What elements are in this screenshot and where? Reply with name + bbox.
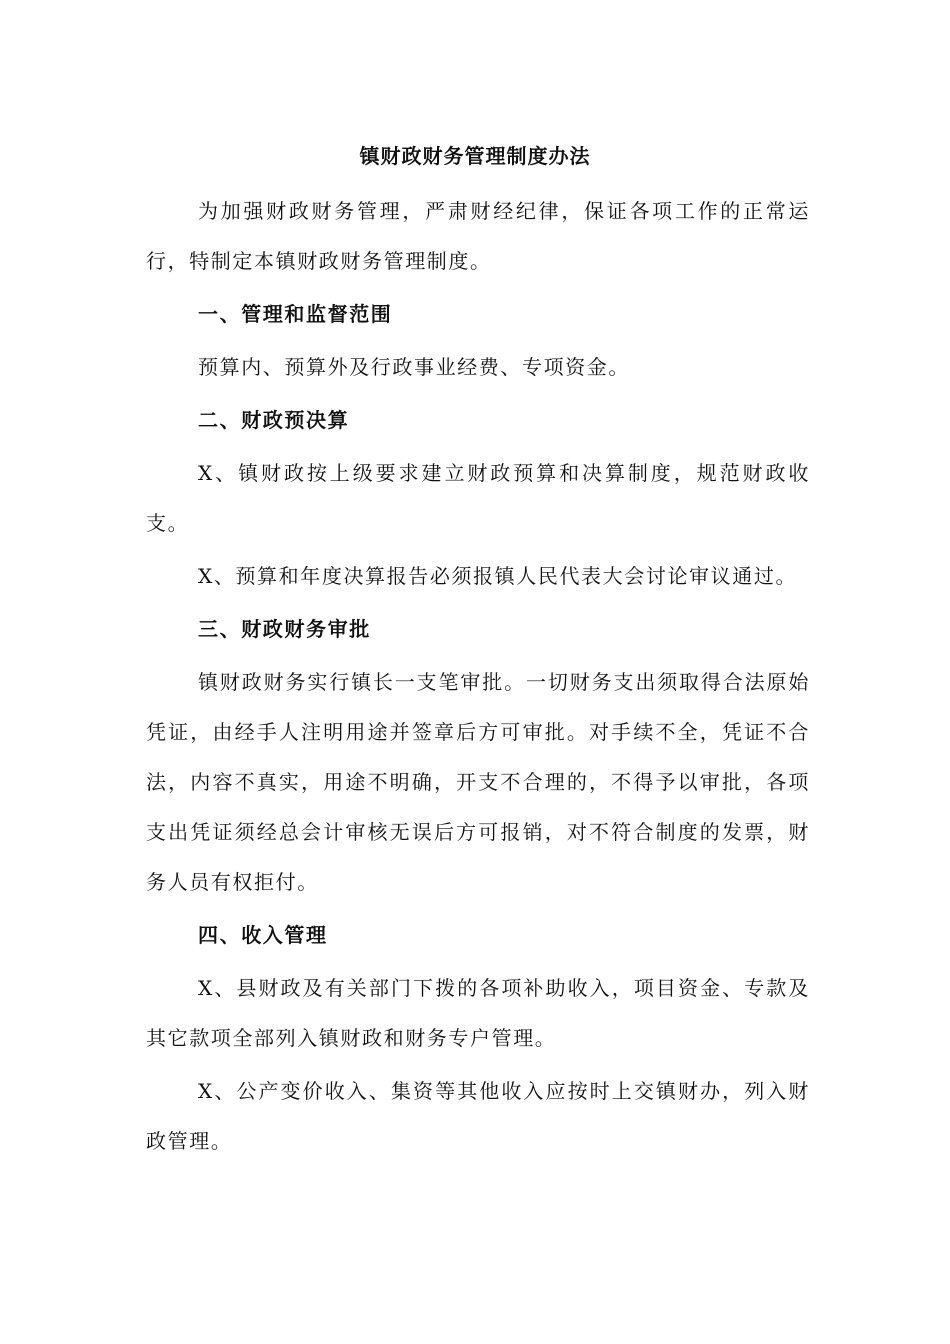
intro-paragraph: 为加强财政财务管理，严肃财经纪律，保证各项工作的正常运行，特制定本镇财政财务管理制度。 (146, 199, 810, 273)
section-paragraph: 预算内、预算外及行政事业经费、专项资金。 (198, 355, 630, 379)
section-heading-budget: 二、财政预决算 (198, 408, 350, 432)
section-paragraph: X、公产变价收入、集资等其他收入应按时上交镇财办，列入财政管理。 (146, 1079, 810, 1153)
section-paragraph: X、预算和年度决算报告必须报镇人民代表大会讨论审议通过。 (198, 564, 798, 588)
section-heading-scope: 一、管理和监督范围 (198, 302, 393, 326)
section-paragraph: X、县财政及有关部门下拨的各项补助收入，项目资金、专款及其它款项全部列入镇财政和财务专户管理。 (146, 976, 810, 1050)
section-heading-income: 四、收入管理 (198, 923, 328, 947)
document-title: 镇财政财务管理制度办法 (359, 144, 591, 168)
section-paragraph: 镇财政财务实行镇长一支笔审批。一切财务支出须取得合法原始凭证，由经手人注明用途并签章后方可审批。对手续不全，凭证不合法，内容不真实，用途不明确，开支不合理的，不得予以审批，各项支出凭证须经总会计审核无误后方可报销，对不符合制度的发票，财务人员有权拒付。 (146, 670, 810, 894)
document-body (146, 186, 810, 1166)
section-heading-approval: 三、财政财务审批 (198, 617, 371, 641)
section-paragraph: X、镇财政按上级要求建立财政预算和决算制度，规范财政收支。 (146, 461, 810, 535)
